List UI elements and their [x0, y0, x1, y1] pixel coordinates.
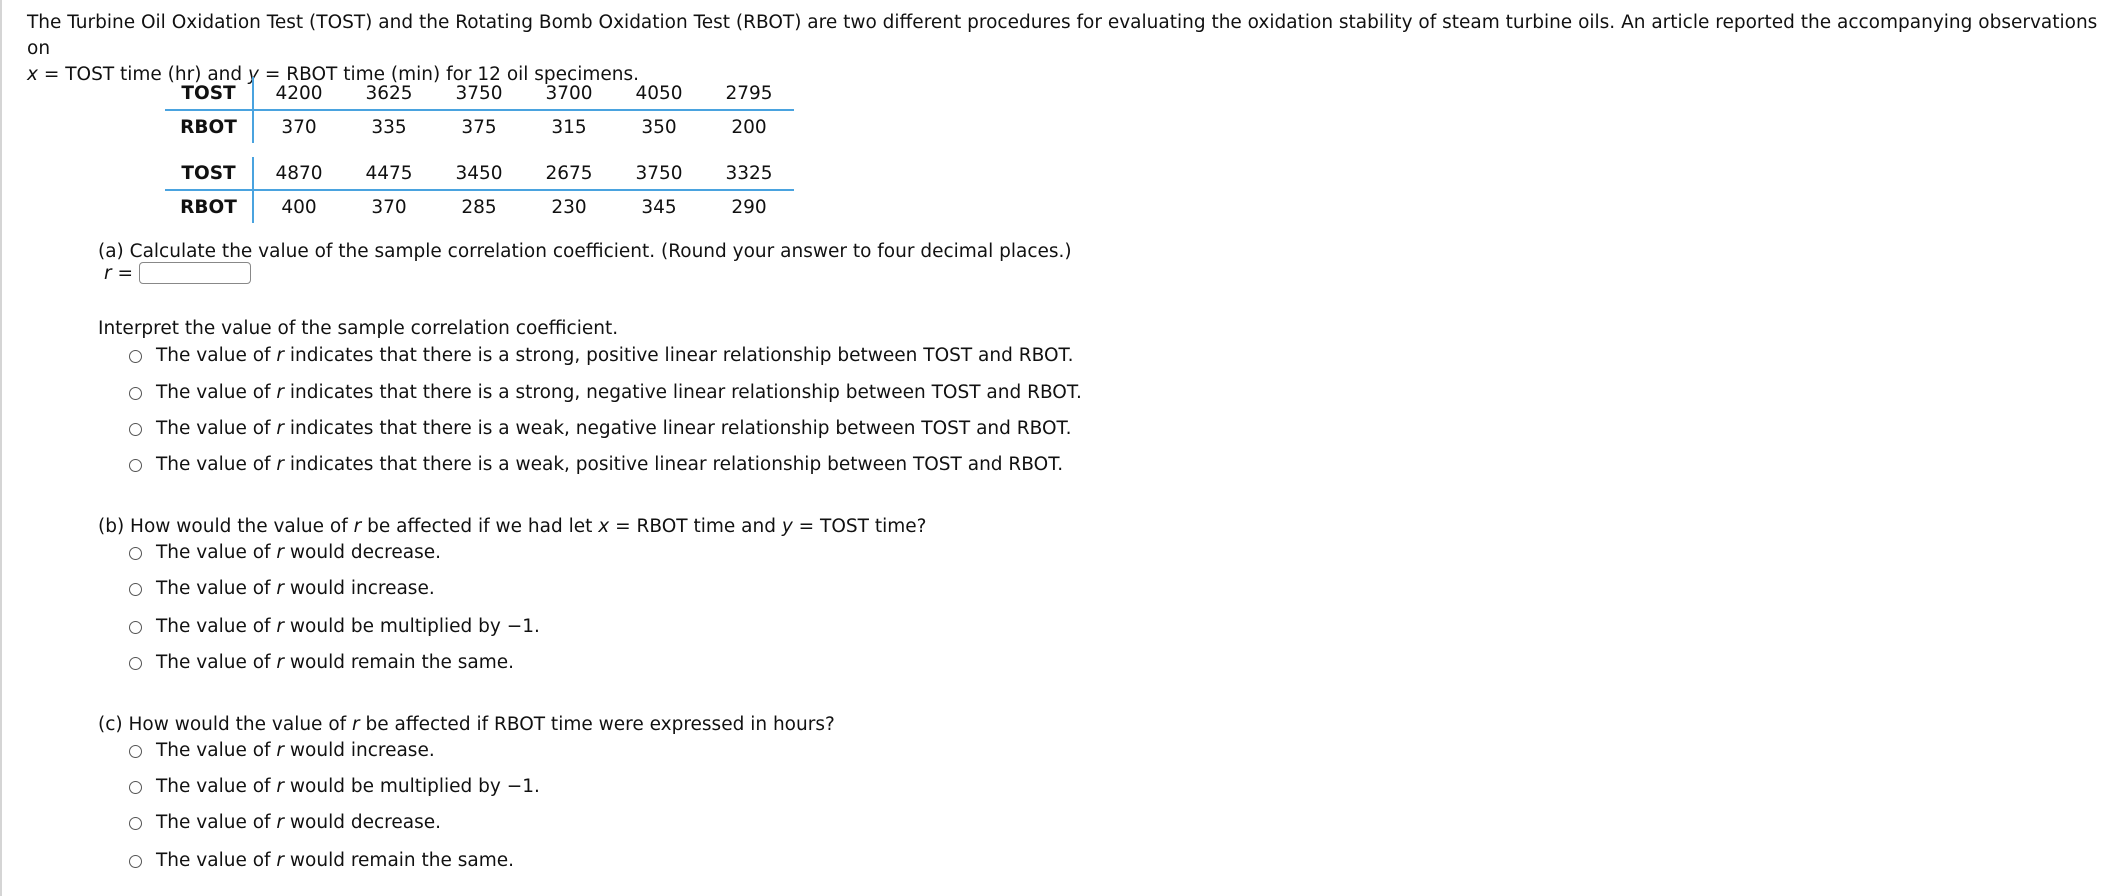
row-label: TOST	[165, 77, 253, 110]
row-label: RBOT	[165, 110, 253, 143]
option-text	[156, 343, 1074, 369]
table-cell: 230	[551, 196, 587, 218]
part-c-option-2[interactable]	[129, 774, 540, 800]
data-table-1	[165, 77, 794, 143]
table-cell: 345	[641, 196, 677, 218]
table-cell: 370	[281, 116, 317, 138]
row-label: RBOT	[165, 190, 253, 223]
table-cell: 2675	[524, 157, 614, 190]
option-text	[156, 452, 1063, 478]
option-pre: The value of	[156, 345, 277, 366]
r-variable: r	[276, 740, 285, 761]
option-post: indicates that there is a strong, positive linear relationship between TOST and RBOT.	[284, 345, 1074, 366]
r-variable: r	[276, 776, 285, 797]
table-cell: 315	[551, 116, 587, 138]
option-pre: The value of	[156, 418, 277, 439]
r-variable: r	[276, 578, 285, 599]
option-pre: The value of	[156, 616, 277, 637]
r-variable: r	[353, 516, 362, 537]
table-cell: 370	[371, 196, 407, 218]
table-cell: 285	[461, 196, 497, 218]
part-c-option-4[interactable]	[129, 848, 514, 874]
radio-button[interactable]	[129, 547, 142, 560]
option-text	[156, 540, 441, 566]
r-variable: r	[276, 812, 285, 833]
part-a-option-2[interactable]	[129, 380, 1082, 406]
r-variable: r	[276, 616, 285, 637]
option-post: indicates that there is a strong, negative linear relationship between TOST and RBOT.	[284, 382, 1082, 403]
table-row	[165, 190, 794, 223]
table-cell: 200	[731, 116, 767, 138]
option-post: would increase.	[284, 578, 435, 599]
interpret-prompt: Interpret the value of the sample correlation coefficient.	[98, 318, 619, 339]
table-cell: 4870	[253, 157, 344, 190]
table-cell: 2795	[704, 77, 794, 110]
option-text	[156, 380, 1082, 406]
r-variable: r	[276, 382, 285, 403]
option-text	[156, 738, 435, 764]
option-pre: The value of	[156, 812, 277, 833]
q-text: = RBOT time and	[609, 516, 782, 537]
part-c-option-3[interactable]	[129, 810, 441, 836]
option-text	[156, 810, 441, 836]
option-text	[156, 614, 540, 640]
part-b-option-2[interactable]	[129, 576, 435, 602]
table-row	[165, 77, 794, 110]
table-cell: 3625	[344, 77, 434, 110]
part-b-option-3[interactable]	[129, 614, 540, 640]
table-cell: 3450	[434, 157, 524, 190]
table-cell: 3750	[434, 77, 524, 110]
answer-row	[104, 262, 251, 284]
option-text	[156, 774, 540, 800]
r-variable: r	[276, 850, 285, 871]
radio-button[interactable]	[129, 855, 142, 868]
q-text: be affected if RBOT time were expressed in hours?	[359, 714, 835, 735]
option-post: would remain the same.	[284, 652, 515, 673]
radio-button[interactable]	[129, 350, 142, 363]
option-pre: The value of	[156, 578, 277, 599]
row-label: TOST	[165, 157, 253, 190]
option-post: would remain the same.	[284, 850, 515, 871]
table-cell: 4200	[253, 77, 344, 110]
table-row	[165, 110, 794, 143]
option-pre: The value of	[156, 652, 277, 673]
option-pre: The value of	[156, 776, 277, 797]
radio-button[interactable]	[129, 423, 142, 436]
option-text	[156, 416, 1072, 442]
data-table-2	[165, 157, 794, 223]
r-variable: r	[276, 542, 285, 563]
q-text: be affected if we had let	[361, 516, 599, 537]
option-pre: The value of	[156, 740, 277, 761]
option-text	[156, 848, 514, 874]
option-pre: The value of	[156, 850, 277, 871]
table-cell: 335	[371, 116, 407, 138]
radio-button[interactable]	[129, 583, 142, 596]
option-text	[156, 650, 514, 676]
option-post: would decrease.	[284, 812, 441, 833]
option-pre: The value of	[156, 382, 277, 403]
option-post: indicates that there is a weak, negative linear relationship between TOST and RBOT.	[284, 418, 1072, 439]
table-cell: 4050	[614, 77, 704, 110]
option-pre: The value of	[156, 542, 277, 563]
table-cell: 3750	[614, 157, 704, 190]
intro-text-1: The Turbine Oil Oxidation Test (TOST) and the Rotating Bomb Oxidation Test (RBOT) are two different procedures for evaluating the oxidation stability of steam turbine oils. An article reported the accompanying observations on	[27, 12, 2098, 59]
table-cell: 4475	[344, 157, 434, 190]
r-variable: r	[276, 418, 285, 439]
x-variable: x	[598, 516, 610, 537]
table-cell: 350	[641, 116, 677, 138]
option-post: would be multiplied by −1.	[284, 776, 540, 797]
radio-button[interactable]	[129, 817, 142, 830]
q-text: = TOST time?	[792, 516, 927, 537]
option-post: would be multiplied by −1.	[284, 616, 540, 637]
table-cell: 290	[731, 196, 767, 218]
q-text: (c) How would the value of	[98, 714, 353, 735]
q-text: (b) How would the value of	[98, 516, 354, 537]
option-pre: The value of	[156, 454, 277, 475]
answer-label: r =	[104, 262, 133, 284]
y-variable: y	[781, 516, 793, 537]
part-a-option-3[interactable]	[129, 416, 1072, 442]
part-b-question	[98, 514, 926, 540]
table-cell: 400	[281, 196, 317, 218]
option-text	[156, 576, 435, 602]
correlation-answer-input[interactable]	[139, 262, 251, 284]
table-cell: 3325	[704, 157, 794, 190]
part-b-option-1[interactable]	[129, 540, 441, 566]
radio-button[interactable]	[129, 781, 142, 794]
part-a-question: (a) Calculate the value of the sample correlation coefficient. (Round your answer to four decimal places.)	[98, 241, 1072, 262]
r-variable: r	[276, 652, 285, 673]
part-c-option-1[interactable]	[129, 738, 435, 764]
option-post: indicates that there is a weak, positive linear relationship between TOST and RBOT.	[284, 454, 1064, 475]
option-post: would decrease.	[284, 542, 441, 563]
part-b-option-4[interactable]	[129, 650, 514, 676]
r-variable: r	[276, 345, 285, 366]
y-variable: y	[248, 64, 259, 85]
table-row	[165, 157, 794, 190]
part-a-option-1[interactable]	[129, 343, 1074, 369]
radio-button[interactable]	[129, 621, 142, 634]
intro-text-2: = TOST time (hr) and	[37, 64, 249, 85]
radio-button[interactable]	[129, 745, 142, 758]
radio-button[interactable]	[129, 387, 142, 400]
table-cell: 3700	[524, 77, 614, 110]
radio-button[interactable]	[129, 459, 142, 472]
part-c-question	[98, 712, 835, 738]
part-a-option-4[interactable]	[129, 452, 1063, 478]
intro-text-3: = RBOT time (min) for 12 oil specimens.	[258, 64, 640, 85]
x-variable: x	[27, 64, 38, 85]
r-variable: r	[276, 454, 285, 475]
option-post: would increase.	[284, 740, 435, 761]
table-cell: 375	[461, 116, 497, 138]
radio-button[interactable]	[129, 657, 142, 670]
r-variable: r	[352, 714, 360, 735]
